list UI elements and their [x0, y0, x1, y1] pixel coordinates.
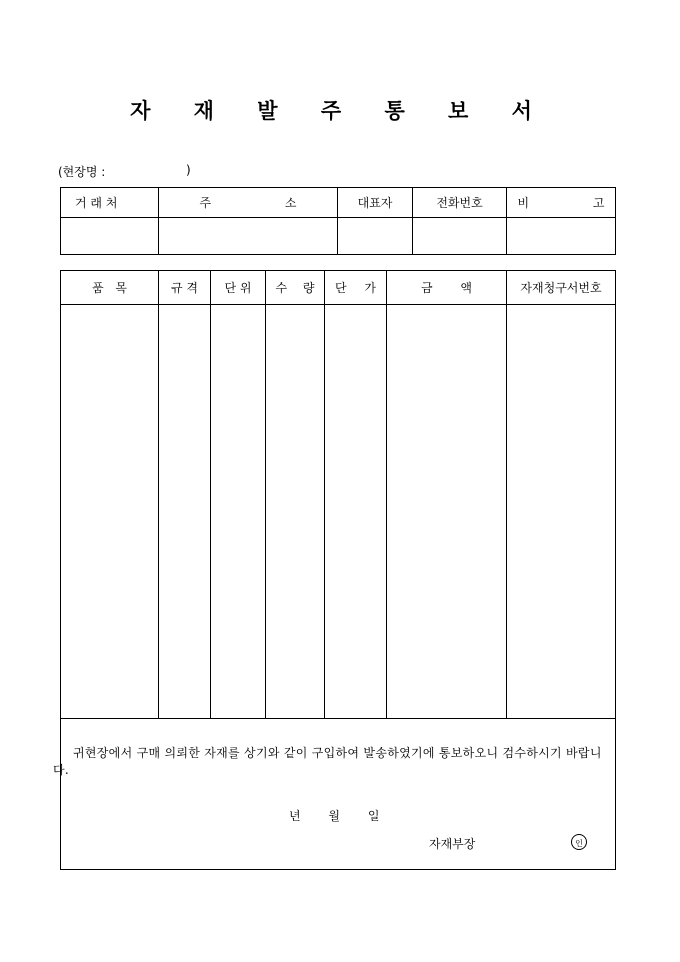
header-remarks: 비 고 — [507, 188, 616, 218]
site-name-label: (현장명 : — [58, 165, 106, 179]
header-phone: 전화번호 — [413, 188, 507, 218]
header-requisition-no: 자재청구서번호 — [507, 271, 616, 305]
address-cell[interactable] — [159, 218, 338, 255]
header-item: 품 목 — [61, 271, 159, 305]
amount-column-cell[interactable] — [387, 305, 507, 719]
site-name-field[interactable] — [58, 163, 191, 180]
seal-icon: 인 — [571, 834, 587, 850]
header-unit-price: 단 가 — [325, 271, 387, 305]
unit-price-column-cell[interactable] — [325, 305, 387, 719]
items-table — [53, 270, 616, 870]
header-spec: 규 격 — [159, 271, 211, 305]
header-amount: 금 액 — [387, 271, 507, 305]
header-quantity: 수 량 — [266, 271, 325, 305]
quantity-column-cell[interactable] — [266, 305, 325, 719]
notice-section — [53, 719, 616, 870]
header-address: 주 소 — [159, 188, 338, 218]
header-unit: 단 위 — [211, 271, 266, 305]
representative-cell[interactable] — [338, 218, 413, 255]
document-title: 자 재 발 주 통 보 서 — [130, 98, 550, 123]
notice-text: 귀현장에서 구매 의뢰한 자재를 상기와 같이 구입하여 발송하였기에 통보하오니 검수하시기 바랍니다. — [53, 746, 602, 777]
spec-column-cell[interactable] — [159, 305, 211, 719]
vendor-table — [60, 187, 616, 255]
vendor-cell[interactable] — [61, 218, 159, 255]
unit-column-cell[interactable] — [211, 305, 266, 719]
site-name-close-paren: ) — [186, 163, 191, 177]
header-vendor-text: 거 래 처 — [75, 196, 118, 210]
header-vendor — [61, 188, 159, 218]
signer-title: 자재부장 — [429, 837, 476, 851]
header-representative: 대표자 — [338, 188, 413, 218]
phone-cell[interactable] — [413, 218, 507, 255]
requisition-no-column-cell[interactable] — [507, 305, 616, 719]
item-column-cell[interactable] — [61, 305, 159, 719]
date-line: 년 월 일 — [289, 809, 380, 823]
remarks-cell[interactable] — [507, 218, 616, 255]
